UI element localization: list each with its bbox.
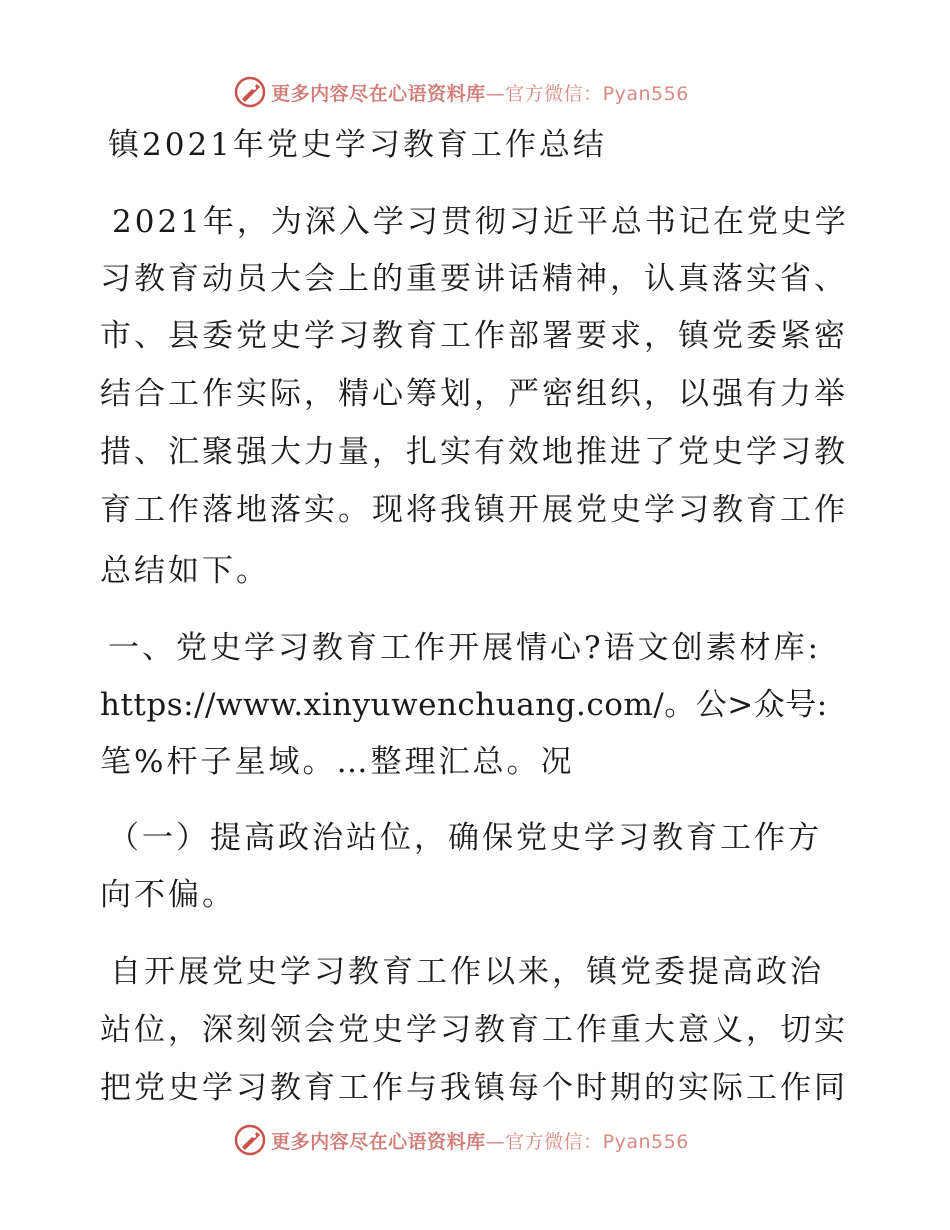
paragraph-line: 措、汇聚强大力量，扎实有效地推进了党史学习教 [100, 434, 848, 470]
pen-logo-icon [233, 1123, 267, 1157]
paragraph-line: 站位，深刻领会党史学习教育工作重大意义，切实 [100, 1012, 848, 1048]
subsection-heading: （一）提高政治站位，确保党史学习教育工作方 [108, 820, 822, 856]
watermark-text: 更多内容尽在心语资料库—官方微信：Pyan556 [271, 1130, 689, 1153]
paragraph-line: 习教育动员大会上的重要讲话精神，认真落实省、 [100, 261, 848, 297]
paragraph-line: 2021年，为深入学习贯彻习近平总书记在党史学 [112, 204, 849, 240]
document-title: 镇2021年党史学习教育工作总结 [108, 127, 607, 163]
pen-logo-icon [233, 75, 267, 109]
paragraph-line: 市、县委党史学习教育工作部署要求，镇党委紧密 [100, 318, 848, 354]
paragraph-line: 自开展党史学习教育工作以来，镇党委提高政治 [110, 954, 824, 990]
paragraph-line: 结合工作实际，精心筹划，严密组织，以强有力举 [100, 376, 848, 412]
paragraph-line: 育工作落地落实。现将我镇开展党史学习教育工作 [100, 492, 848, 528]
watermark-banner-bottom [0, 1120, 950, 1160]
section-heading: 一、党史学习教育工作开展情心?语文创素材库: [108, 630, 822, 666]
watermark-banner-top [0, 72, 950, 112]
paragraph-line: 把党史学习教育工作与我镇每个时期的实际工作同 [100, 1070, 848, 1106]
paragraph-line: 笔%杆子星域。…整理汇总。况 [100, 744, 575, 780]
paragraph-line: https://www.xinyuwenchuang.com/。公>众号: [100, 687, 828, 723]
watermark-text: 更多内容尽在心语资料库—官方微信：Pyan556 [271, 82, 689, 105]
paragraph-line: 向不偏。 [100, 877, 236, 913]
paragraph-line: 总结如下。 [100, 553, 270, 589]
